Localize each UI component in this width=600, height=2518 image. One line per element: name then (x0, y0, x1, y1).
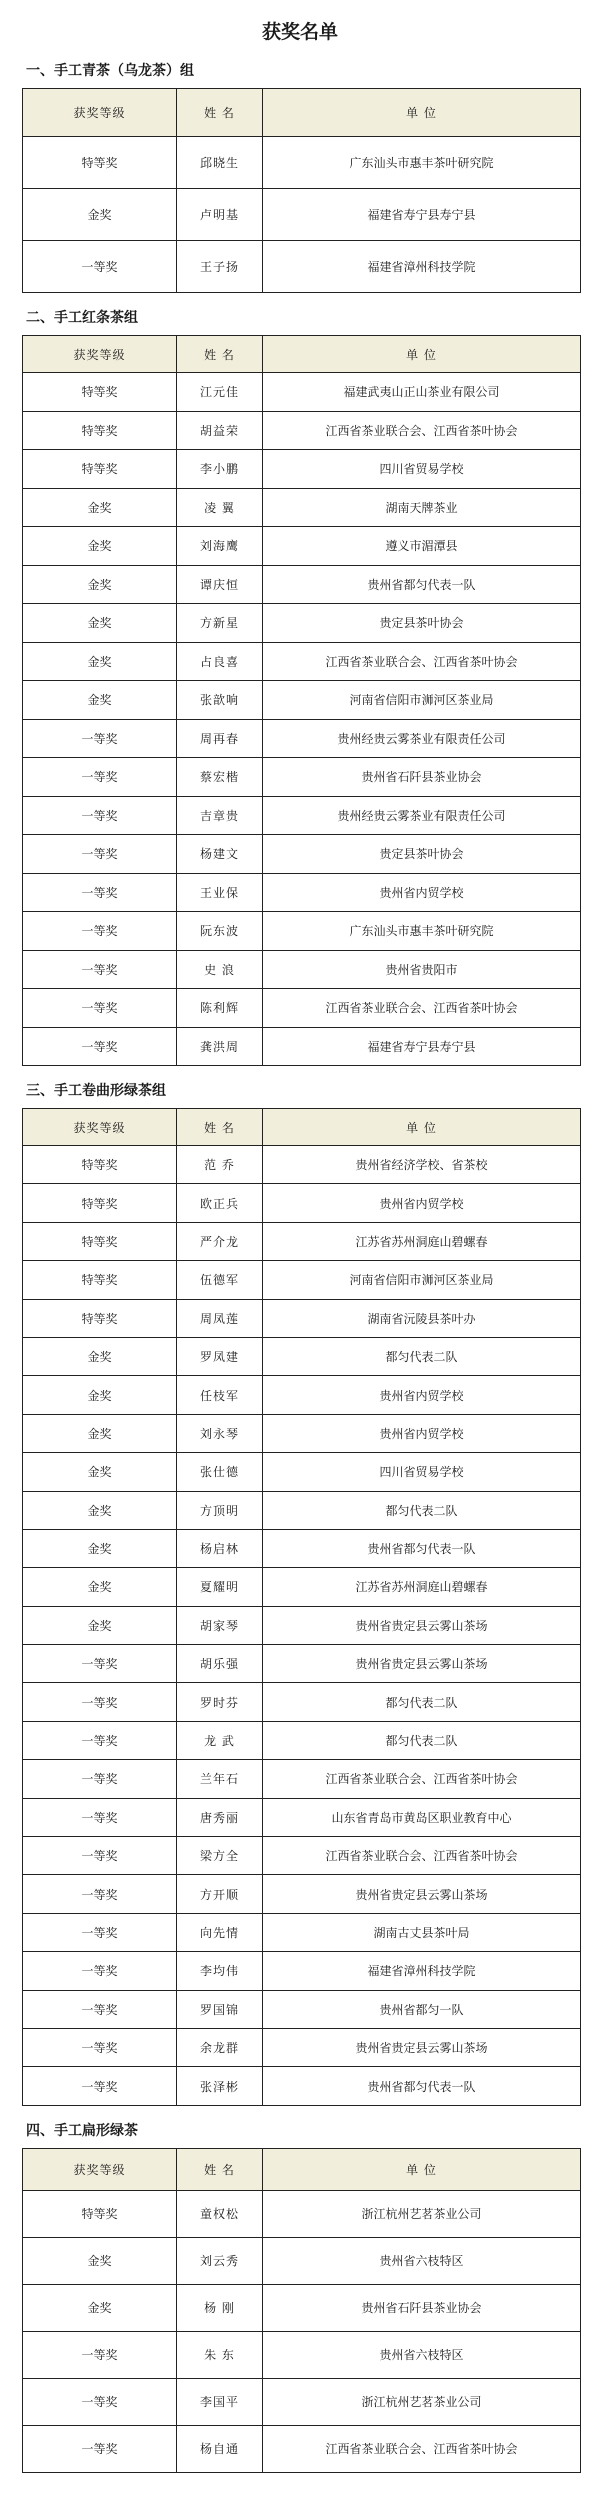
award-level-cell: 一等奖 (23, 2067, 177, 2105)
table-row (23, 681, 581, 720)
table-row (23, 1491, 581, 1529)
table-row (23, 1990, 581, 2028)
award-level-cell: 一等奖 (23, 1645, 177, 1683)
name-cell: 杨 刚 (177, 2284, 263, 2331)
name-cell: 胡家琴 (177, 1606, 263, 1644)
award-level-cell: 特等奖 (23, 373, 177, 412)
name-cell: 阮东波 (177, 912, 263, 951)
table-row (23, 835, 581, 874)
header-level: 获奖等级 (23, 2148, 177, 2190)
unit-cell: 江苏省苏州洞庭山碧螺春 (263, 1568, 581, 1606)
section-heading: 四、手工扁形绿茶 (26, 2122, 138, 2139)
unit-cell: 贵州省贵定县云雾山茶场 (263, 2028, 581, 2066)
name-cell: 邱晓生 (177, 137, 263, 189)
table-header-row (23, 1109, 581, 1146)
award-level-cell: 特等奖 (23, 1222, 177, 1260)
award-level-cell: 一等奖 (23, 873, 177, 912)
unit-cell: 都匀代表二队 (263, 1721, 581, 1759)
name-cell: 蔡宏楷 (177, 758, 263, 797)
unit-cell: 贵定县茶叶协会 (263, 835, 581, 874)
table-row (23, 2378, 581, 2425)
table-row (23, 1568, 581, 1606)
section-heading: 二、手工红条茶组 (26, 310, 138, 326)
award-level-cell: 金奖 (23, 2237, 177, 2284)
award-level-cell: 一等奖 (23, 2331, 177, 2378)
award-level-cell: 特等奖 (23, 137, 177, 189)
unit-cell: 湖南古丈县茶叶局 (263, 1913, 581, 1951)
table-header-row (23, 2148, 581, 2190)
unit-cell: 浙江杭州艺茗茶业公司 (263, 2190, 581, 2237)
table-row (23, 1376, 581, 1414)
table-row (23, 989, 581, 1028)
name-cell: 刘云秀 (177, 2237, 263, 2284)
award-level-cell: 一等奖 (23, 1837, 177, 1875)
name-cell: 龙 武 (177, 1721, 263, 1759)
award-level-cell: 一等奖 (23, 1952, 177, 1990)
name-cell: 周凤莲 (177, 1299, 263, 1337)
name-cell: 王子扬 (177, 241, 263, 293)
unit-cell: 贵州省六枝特区 (263, 2331, 581, 2378)
award-level-cell: 一等奖 (23, 989, 177, 1028)
table-row (23, 2237, 581, 2284)
award-level-cell: 金奖 (23, 1529, 177, 1567)
unit-cell: 山东省青岛市黄岛区职业教育中心 (263, 1798, 581, 1836)
name-cell: 欧正兵 (177, 1184, 263, 1222)
table-row (23, 719, 581, 758)
table-row (23, 1146, 581, 1184)
unit-cell: 都匀代表二队 (263, 1683, 581, 1721)
table-row (23, 1529, 581, 1567)
table-row (23, 1721, 581, 1759)
name-cell: 夏耀明 (177, 1568, 263, 1606)
table-row (23, 1261, 581, 1299)
award-level-cell: 一等奖 (23, 241, 177, 293)
award-level-cell: 金奖 (23, 642, 177, 681)
unit-cell: 河南省信阳市浉河区茶业局 (263, 681, 581, 720)
name-cell: 陈利辉 (177, 989, 263, 1028)
unit-cell: 遵义市湄潭县 (263, 527, 581, 566)
award-level-cell: 金奖 (23, 488, 177, 527)
award-table (22, 1108, 581, 2106)
name-cell: 童权松 (177, 2190, 263, 2237)
award-level-cell: 金奖 (23, 1453, 177, 1491)
unit-cell: 贵州省都匀一队 (263, 1990, 581, 2028)
award-level-cell: 金奖 (23, 2284, 177, 2331)
name-cell: 李国平 (177, 2378, 263, 2425)
unit-cell: 贵定县茶叶协会 (263, 604, 581, 643)
unit-cell: 江苏省苏州洞庭山碧螺春 (263, 1222, 581, 1260)
award-level-cell: 一等奖 (23, 1027, 177, 1066)
unit-cell: 江西省茶业联合会、江西省茶叶协会 (263, 1837, 581, 1875)
section-heading: 一、手工青茶（乌龙茶）组 (26, 63, 194, 79)
award-table (22, 335, 581, 1066)
name-cell: 周再春 (177, 719, 263, 758)
award-level-cell: 金奖 (23, 189, 177, 241)
table-row (23, 1760, 581, 1798)
name-cell: 方开顺 (177, 1875, 263, 1913)
award-level-cell: 一等奖 (23, 1875, 177, 1913)
unit-cell: 广东汕头市惠丰茶叶研究院 (263, 912, 581, 951)
award-level-cell: 一等奖 (23, 1683, 177, 1721)
name-cell: 朱 东 (177, 2331, 263, 2378)
unit-cell: 贵州省内贸学校 (263, 1184, 581, 1222)
unit-cell: 贵州省六枝特区 (263, 2237, 581, 2284)
name-cell: 罗国锦 (177, 1990, 263, 2028)
award-level-cell: 金奖 (23, 1337, 177, 1375)
table-row (23, 1414, 581, 1452)
name-cell: 谭庆恒 (177, 565, 263, 604)
award-level-cell: 一等奖 (23, 1760, 177, 1798)
award-level-cell: 金奖 (23, 1568, 177, 1606)
table-row (23, 189, 581, 241)
table-row (23, 411, 581, 450)
table-row (23, 527, 581, 566)
name-cell: 刘海鹰 (177, 527, 263, 566)
award-level-cell: 金奖 (23, 1376, 177, 1414)
header-unit: 单 位 (263, 1109, 581, 1146)
name-cell: 王业保 (177, 873, 263, 912)
table-row (23, 1683, 581, 1721)
award-level-cell: 一等奖 (23, 1798, 177, 1836)
table-row (23, 758, 581, 797)
table-row (23, 241, 581, 293)
header-name: 姓 名 (177, 89, 263, 137)
sections-container (0, 60, 600, 2473)
award-level-cell: 一等奖 (23, 2028, 177, 2066)
unit-cell: 湖南天牌茶业 (263, 488, 581, 527)
unit-cell: 湖南省沅陵县茶叶办 (263, 1299, 581, 1337)
award-level-cell: 一等奖 (23, 796, 177, 835)
table-row (23, 1952, 581, 1990)
award-level-cell: 一等奖 (23, 1721, 177, 1759)
name-cell: 杨建文 (177, 835, 263, 874)
award-level-cell: 一等奖 (23, 2425, 177, 2472)
table-row (23, 137, 581, 189)
table-row (23, 565, 581, 604)
table-row (23, 796, 581, 835)
table-row (23, 1222, 581, 1260)
table-row (23, 912, 581, 951)
header-name: 姓 名 (177, 1109, 263, 1146)
table-row (23, 488, 581, 527)
name-cell: 卢明基 (177, 189, 263, 241)
award-level-cell: 一等奖 (23, 719, 177, 758)
award-level-cell: 金奖 (23, 604, 177, 643)
award-level-cell: 一等奖 (23, 2378, 177, 2425)
name-cell: 李小鹏 (177, 450, 263, 489)
header-level: 获奖等级 (23, 336, 177, 373)
name-cell: 凌 翼 (177, 488, 263, 527)
unit-cell: 贵州省内贸学校 (263, 1414, 581, 1452)
award-level-cell: 一等奖 (23, 912, 177, 951)
document (0, 18, 600, 2473)
table-row (23, 1299, 581, 1337)
unit-cell: 贵州省贵定县云雾山茶场 (263, 1606, 581, 1644)
unit-cell: 福建省漳州科技学院 (263, 1952, 581, 1990)
name-cell: 余龙群 (177, 2028, 263, 2066)
award-level-cell: 一等奖 (23, 835, 177, 874)
unit-cell: 广东汕头市惠丰茶叶研究院 (263, 137, 581, 189)
name-cell: 张歆响 (177, 681, 263, 720)
award-level-cell: 金奖 (23, 565, 177, 604)
name-cell: 梁方全 (177, 1837, 263, 1875)
award-level-cell: 金奖 (23, 527, 177, 566)
unit-cell: 四川省贸易学校 (263, 450, 581, 489)
table-row (23, 1913, 581, 1951)
award-level-cell: 金奖 (23, 1414, 177, 1452)
name-cell: 罗凤建 (177, 1337, 263, 1375)
table-row (23, 873, 581, 912)
unit-cell: 贵州经贵云雾茶业有限责任公司 (263, 796, 581, 835)
name-cell: 吉章贵 (177, 796, 263, 835)
unit-cell: 四川省贸易学校 (263, 1453, 581, 1491)
name-cell: 杨自通 (177, 2425, 263, 2472)
unit-cell: 贵州省贵阳市 (263, 950, 581, 989)
unit-cell: 福建省寿宁县寿宁县 (263, 189, 581, 241)
award-level-cell: 特等奖 (23, 1184, 177, 1222)
award-level-cell: 特等奖 (23, 1299, 177, 1337)
name-cell: 严介龙 (177, 1222, 263, 1260)
name-cell: 李均伟 (177, 1952, 263, 1990)
award-level-cell: 一等奖 (23, 758, 177, 797)
award-level-cell: 金奖 (23, 1606, 177, 1644)
name-cell: 伍德军 (177, 1261, 263, 1299)
header-unit: 单 位 (263, 336, 581, 373)
table-row (23, 373, 581, 412)
name-cell: 向先情 (177, 1913, 263, 1951)
unit-cell: 都匀代表二队 (263, 1491, 581, 1529)
award-level-cell: 一等奖 (23, 950, 177, 989)
unit-cell: 贵州省内贸学校 (263, 1376, 581, 1414)
table-row (23, 450, 581, 489)
name-cell: 张仕德 (177, 1453, 263, 1491)
unit-cell: 福建省寿宁县寿宁县 (263, 1027, 581, 1066)
table-row (23, 1184, 581, 1222)
unit-cell: 贵州经贵云雾茶业有限责任公司 (263, 719, 581, 758)
name-cell: 江元佳 (177, 373, 263, 412)
table-row (23, 1027, 581, 1066)
table-row (23, 1837, 581, 1875)
table-row (23, 2331, 581, 2378)
name-cell: 方顶明 (177, 1491, 263, 1529)
table-row (23, 2284, 581, 2331)
table-header-row (23, 336, 581, 373)
unit-cell: 贵州省内贸学校 (263, 873, 581, 912)
name-cell: 兰年石 (177, 1760, 263, 1798)
unit-cell: 贵州省都匀代表一队 (263, 2067, 581, 2105)
unit-cell: 江西省茶业联合会、江西省茶叶协会 (263, 642, 581, 681)
table-row (23, 1606, 581, 1644)
unit-cell: 都匀代表二队 (263, 1337, 581, 1375)
unit-cell: 贵州省都匀代表一队 (263, 565, 581, 604)
table-row (23, 950, 581, 989)
header-unit: 单 位 (263, 89, 581, 137)
name-cell: 罗时芬 (177, 1683, 263, 1721)
table-row (23, 642, 581, 681)
award-level-cell: 特等奖 (23, 450, 177, 489)
table-row (23, 1453, 581, 1491)
award-level-cell: 特等奖 (23, 1146, 177, 1184)
unit-cell: 江西省茶业联合会、江西省茶叶协会 (263, 2425, 581, 2472)
unit-cell: 贵州省经济学校、省茶校 (263, 1146, 581, 1184)
header-level: 获奖等级 (23, 89, 177, 137)
unit-cell: 福建武夷山正山茶业有限公司 (263, 373, 581, 412)
table-row (23, 2425, 581, 2472)
award-table (22, 88, 581, 293)
unit-cell: 贵州省都匀代表一队 (263, 1529, 581, 1567)
award-level-cell: 特等奖 (23, 411, 177, 450)
unit-cell: 江西省茶业联合会、江西省茶叶协会 (263, 411, 581, 450)
table-row (23, 1798, 581, 1836)
unit-cell: 福建省漳州科技学院 (263, 241, 581, 293)
unit-cell: 贵州省石阡县茶业协会 (263, 758, 581, 797)
award-level-cell: 特等奖 (23, 2190, 177, 2237)
table-row (23, 1337, 581, 1375)
name-cell: 任枝军 (177, 1376, 263, 1414)
award-table (22, 2148, 581, 2473)
name-cell: 张泽彬 (177, 2067, 263, 2105)
table-row (23, 2190, 581, 2237)
award-level-cell: 金奖 (23, 681, 177, 720)
name-cell: 史 浪 (177, 950, 263, 989)
name-cell: 占良喜 (177, 642, 263, 681)
award-level-cell: 一等奖 (23, 1990, 177, 2028)
table-row (23, 1645, 581, 1683)
name-cell: 龚洪周 (177, 1027, 263, 1066)
name-cell: 胡乐强 (177, 1645, 263, 1683)
header-level: 获奖等级 (23, 1109, 177, 1146)
name-cell: 杨启林 (177, 1529, 263, 1567)
unit-cell: 江西省茶业联合会、江西省茶叶协会 (263, 989, 581, 1028)
name-cell: 方新星 (177, 604, 263, 643)
name-cell: 刘永琴 (177, 1414, 263, 1452)
table-header-row (23, 89, 581, 137)
name-cell: 唐秀丽 (177, 1798, 263, 1836)
unit-cell: 贵州省石阡县茶业协会 (263, 2284, 581, 2331)
table-row (23, 2067, 581, 2105)
section-heading: 三、手工卷曲形绿茶组 (26, 1083, 166, 1099)
table-row (23, 2028, 581, 2066)
award-level-cell: 特等奖 (23, 1261, 177, 1299)
table-row (23, 1875, 581, 1913)
name-cell: 范 乔 (177, 1146, 263, 1184)
page-title: 获奖名单 (261, 21, 338, 43)
unit-cell: 贵州省贵定县云雾山茶场 (263, 1645, 581, 1683)
unit-cell: 浙江杭州艺茗茶业公司 (263, 2378, 581, 2425)
award-level-cell: 一等奖 (23, 1913, 177, 1951)
unit-cell: 江西省茶业联合会、江西省茶叶协会 (263, 1760, 581, 1798)
header-name: 姓 名 (177, 2148, 263, 2190)
unit-cell: 河南省信阳市浉河区茶业局 (263, 1261, 581, 1299)
table-row (23, 604, 581, 643)
name-cell: 胡益荣 (177, 411, 263, 450)
unit-cell: 贵州省贵定县云雾山茶场 (263, 1875, 581, 1913)
header-unit: 单 位 (263, 2148, 581, 2190)
award-level-cell: 金奖 (23, 1491, 177, 1529)
header-name: 姓 名 (177, 336, 263, 373)
